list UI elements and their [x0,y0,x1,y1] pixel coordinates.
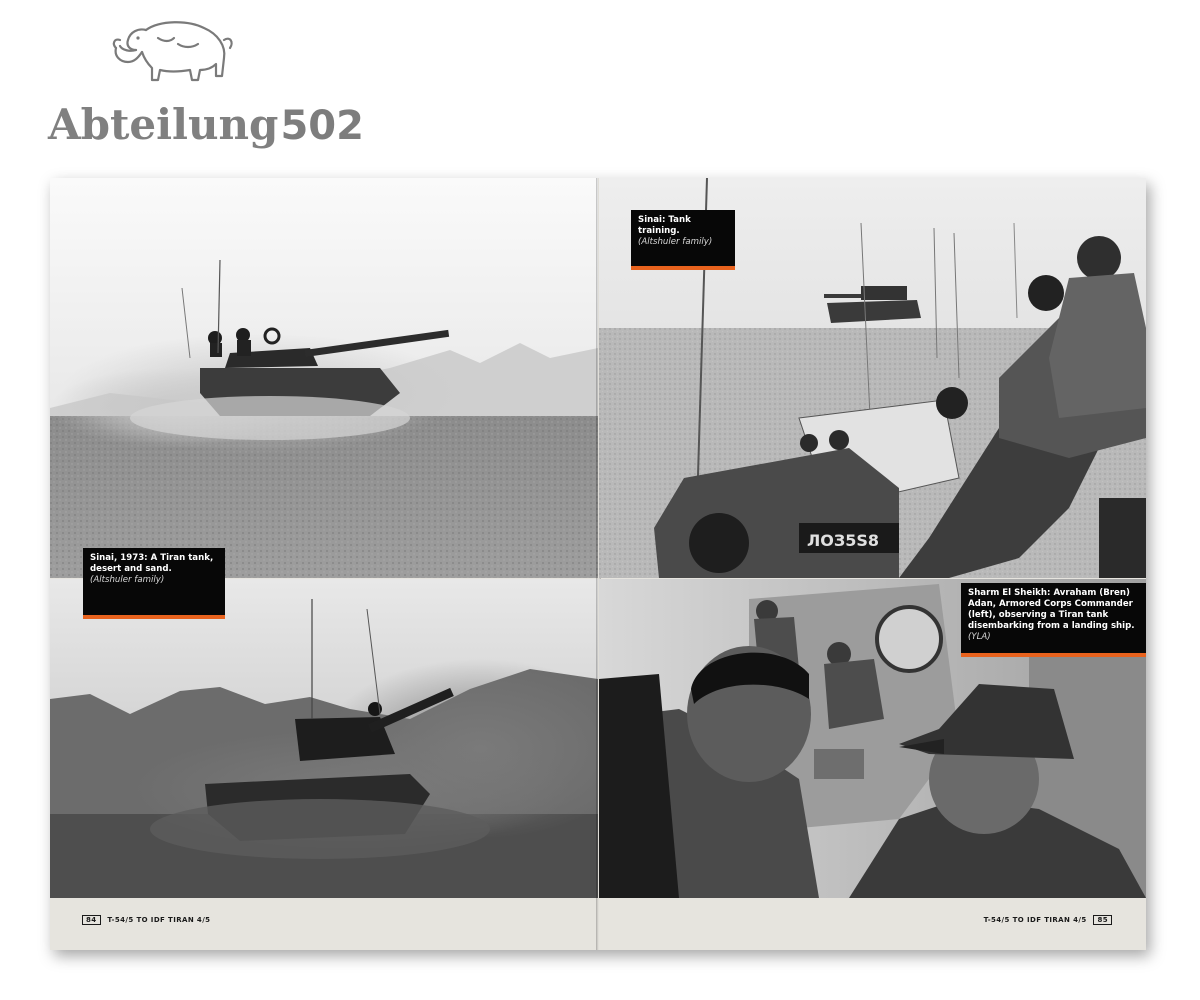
right-folio [984,915,1112,925]
logo-wordmark [48,100,364,149]
mammoth-icon [108,18,238,96]
right-page-footer [599,898,1146,950]
left-folio [82,915,210,925]
caption-text: Sharm El Sheikh: Avraham (Bren) Adan, Armored Corps Commander (left), observing a Tiran tank disembarking from a landing ship. [968,588,1135,631]
caption-sharm-el-sheikh [961,583,1146,657]
caption-credit: (Altshuler family) [638,237,713,247]
caption-credit: (Altshuler family) [90,575,165,585]
page-number: 84 [82,915,101,925]
vehicle-marking: ЛОЗ5Ѕ8 [807,531,880,550]
page-number: 85 [1093,915,1112,925]
logo-number: 502 [280,103,364,149]
caption-sinai-1973 [83,548,225,619]
caption-credit: (YLA) [968,632,991,642]
photo-tank-desert [50,178,598,578]
left-page-footer [50,898,598,950]
caption-tank-training [631,210,735,270]
running-title: T-54/5 TO IDF TIRAN 4/5 [983,916,1087,924]
caption-text: Sinai, 1973: A Tiran tank, desert and sand. [90,553,214,574]
running-title: T-54/5 TO IDF TIRAN 4/5 [107,916,211,924]
left-page [50,178,598,950]
logo-word: Abteilung [48,100,279,149]
photo-tank-dust-mountains [50,579,598,898]
caption-text: Sinai: Tank training. [638,215,691,236]
book-spread [50,178,1146,950]
right-page [599,178,1146,950]
publisher-logo [48,18,364,153]
